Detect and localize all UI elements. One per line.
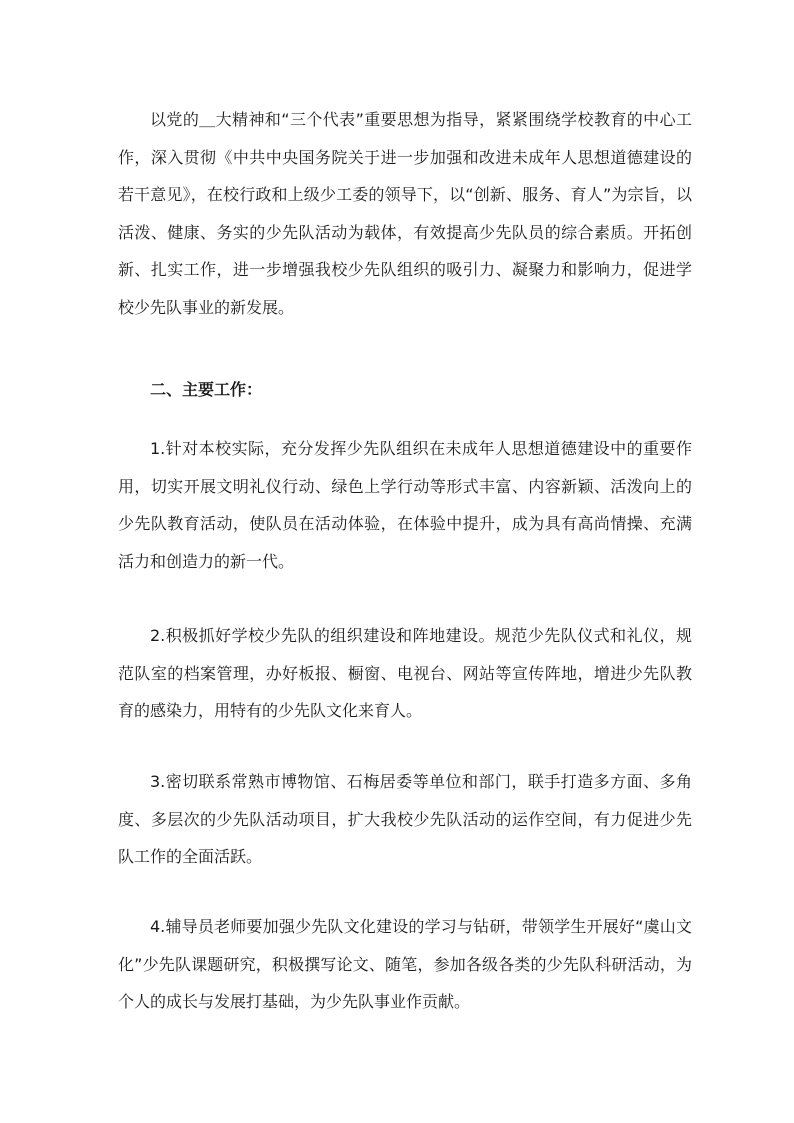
intro-paragraph: 以党的＿大精神和“三个代表”重要思想为指导，紧紧围绕学校教育的中心工作，深入贯彻《中共中央国务院关于进一步加强和改进未成年人思想道德建设的若干意见》，在校行政和上级少工委的领导下，以“创新、服务、育人”为宗旨，以活泼、健康、务实的少先队活动为载体，有效提高少先队员的综合素质。开拓创新、扎实工作，进一步增强我校少先队组织的吸引力、凝聚力和影响力，促进学校少先队事业的新发展。 — [118, 110, 692, 317]
work-item-2: 2.积极抓好学校少先队的组织建设和阵地建设。规范少先队仪式和礼仪，规范队室的档案管理，办好板报、橱窗、电视台、网站等宣传阵地，增进少先队教育的感染力，用特有的少先队文化来育人。 — [118, 626, 692, 720]
section-heading: 二、主要工作： — [150, 380, 263, 399]
work-item-4: 4.辅导员老师要加强少先队文化建设的学习与钻研，带领学生开展好“虞山文化”少先队课题研究，积极撰写论文、随笔，参加各级各类的少先队科研活动，为个人的成长与发展打基础，为少先队事业作贡献。 — [118, 917, 692, 1011]
work-item-3: 3.密切联系常熟市博物馆、石梅居委等单位和部门，联手打造多方面、多角度、多层次的少先队活动项目，扩大我校少先队活动的运作空间，有力促进少先队工作的全面活跃。 — [118, 772, 692, 866]
work-item-1: 1.针对本校实际，充分发挥少先队组织在未成年人思想道德建设中的重要作用，切实开展文明礼仪行动、绿色上学行动等形式丰富、内容新颖、活泼向上的少先队教育活动，使队员在活动体验，在体验中提升，成为具有高尚情操、充满活力和创造力的新一代。 — [118, 439, 692, 571]
